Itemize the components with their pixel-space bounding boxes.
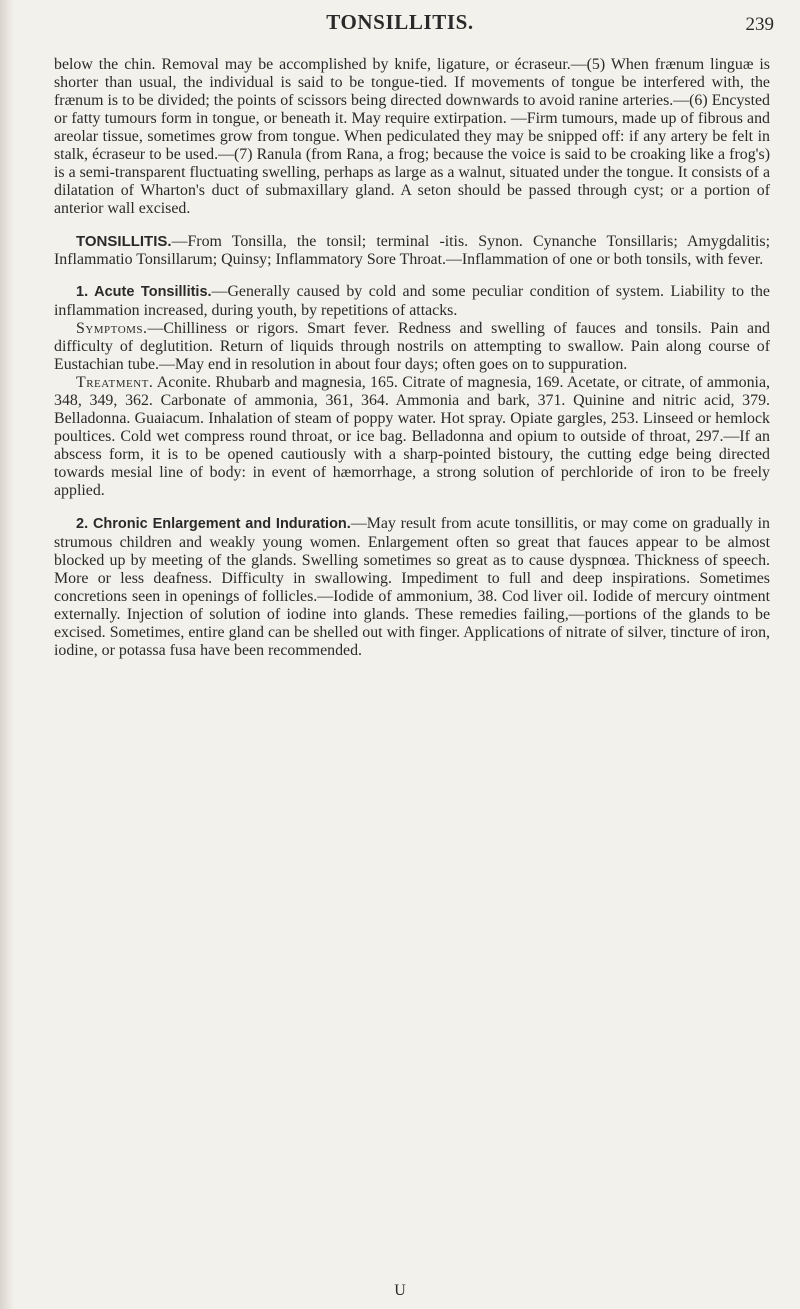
run-in-heading: Symptoms. xyxy=(76,320,148,338)
running-title: TONSILLITIS. xyxy=(326,10,474,34)
paragraph-text: Aconite. Rhubarb and magnesia, 165. Citrate of magnesia, 169. Acetate, or citrate, of ammonia, 348, 349, 362. Carbonate of ammonia, 361, 364. Ammonia and bark, 371. Quinine and nitric acid, 379. Belladonna. Guaiacum. Inhalation of steam of poppy water. Hot spray. Opiate gargles, 253. Linseed or hemlock poultices. Cold wet compress round throat, or ice bag. Belladonna and opium to outside of throat, 297.—If an abscess form, it is to be opened cautiously with a sharp-pointed bistoury, the cutting edge being directed towards mesial line of body: in event of hæmorrhage, a strong solution of perchloride of iron to be freely applied. xyxy=(54,374,770,499)
paragraph-text: —Generally caused by cold and some peculiar condition of system. Liability to the inflammation increased, during youth, by repetitions of attacks. xyxy=(54,283,770,320)
paragraph-text: —Chilliness or rigors. Smart fever. Redness and swelling of fauces and tonsils. Pain and difficulty of deglutition. Return of liquids through nostrils on attempting to swallow. Pain along course of Eustachian tube.—May end in resolution in about four days; often goes on to suppuration. xyxy=(54,320,770,374)
page-gutter-shadow xyxy=(0,0,14,1309)
paragraph-text: —From Tonsilla, the tonsil; terminal -itis. Synon. Cynanche Tonsillaris; Amygdalitis; Inflammatio Tonsillarum; Quinsy; Inflammatory Sore Throat.—Inflammation of one or both tonsils, with fever. xyxy=(54,232,770,268)
signature-mark: U xyxy=(394,1282,406,1299)
section-heading: TONSILLITIS. xyxy=(76,232,172,250)
paragraph-text: below the chin. Removal may be accomplished by knife, ligature, or écraseur.—(5) When frænum linguæ is shorter than usual, the individual is said to be tongue-tied. If movements of tongue be interfered with, the frænum is to be divided; the points of scissors being directed downwards to avoid ranine arteries.—(6) Encysted or fatty tumours form in tongue, or beneath it. May require extirpation. —Firm tumours, made up of fibrous and areolar tissue, sometimes grow from tongue. When pediculated they may be snipped off: if any artery be felt in stalk, écraseur to be used.—(7) Ranula (from Rana, a frog; because the voice is said to be croaking like a frog's) is a semi-transparent fluctuating swelling, perhaps as large as a walnut, situated under the tongue. It consists of a dilatation of Wharton's duct of submaxillary gland. A seton should be passed through cyst; or a portion of anterior wall excised. xyxy=(54,56,770,217)
page-body xyxy=(54,56,770,660)
paragraph-tonsillitis-definition xyxy=(54,233,770,269)
paragraph-text: —May result from acute tonsillitis, or may come on gradually in strumous children and weakly young women. Enlargement often so great that fauces appear to be almost blocked up by meeting of the glands. Swelling sometimes so great as to cause dyspnœa. Thickness of speech. More or less deafness. Difficulty in swallowing. Impediment to full and deep inspirations. Sometimes concretions seen in openings of follicles.—Iodide of ammonium, 38. Cod liver oil. Iodide of mercury ointment externally. Injection of solution of iodine into glands. These remedies failing,—portions of the glands to be excised. Sometimes, entire gland can be shelled out with finger. Applications of nitrate of silver, tincture of iron, iodine, or potassa fusa have been recommended. xyxy=(54,514,770,659)
paragraph-tongue-removal xyxy=(54,56,770,218)
paragraph-chronic-enlargement xyxy=(54,515,770,660)
paragraph-treatment xyxy=(54,374,770,500)
page-number: 239 xyxy=(745,14,774,35)
run-in-heading: Treatment. xyxy=(76,374,154,392)
subsection-heading: 2. Chronic Enlargement and Induration. xyxy=(76,515,351,532)
subsection-heading: 1. Acute Tonsillitis. xyxy=(76,284,212,301)
page-header xyxy=(0,6,800,40)
paragraph-symptoms xyxy=(54,320,770,374)
paragraph-acute-tonsillitis xyxy=(54,283,770,320)
